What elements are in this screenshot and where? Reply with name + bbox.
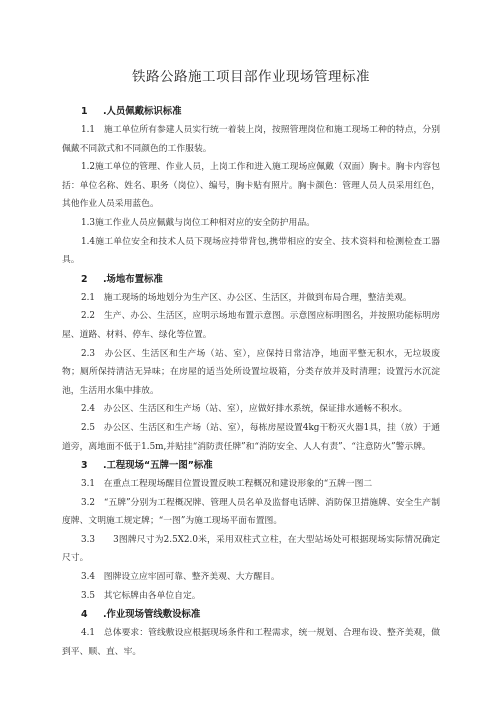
paragraph: 2.3 办公区、生活区和生产场（站、室），应保持日常洁净，地面平整无积水，无垃圾废物；厕所保持清洁无异味；在房屋的适当处所设置垃圾箱，分类存放并及时清理；设置污水沉淀池，生活用水集中排放。 <box>62 348 440 396</box>
paragraph: 3.2 “五牌”分别为工程概况牌、管理人员名单及监督电话牌、消防保卫措施牌、安全生产制度牌、文明施工规定牌；“一图”为施工现场平面布置图。 <box>62 497 440 527</box>
paragraph: 3.3 3图牌尺寸为2.5X2.0米，采用双柱式立柱，在大型站场处可根据现场实际情况确定尺寸。 <box>62 534 440 564</box>
paragraph: 2.2 生产、办公、生活区，应明示场地布置示意图。示意图应标明图名，并按照功能标明房屋、道路、材料、停车、绿化等位置。 <box>62 311 440 340</box>
paragraph: 2.5 办公区、生活区和生产场（站、室），每栋房屋设置4kg干粉灭火器1具，挂（放）于通道旁，离地面不低于1.5m,并贴挂“消防责任牌”和“消防安全、人人有责”、“注意防火”警示牌。 <box>62 422 440 452</box>
paragraph: 4.1 总体要求：管线敷设应根据现场条件和工程需求，统一规划、合理布设、整齐美观，做到平、顺、直、牢。 <box>62 628 440 657</box>
paragraph: 3.1 在重点工程现场醒目位置设置反映工程概况和建设形象的“五牌一图二 <box>81 479 373 490</box>
section-heading-4 <box>62 605 440 624</box>
paragraph: 1.3施工作业人员应佩戴与岗位工种相对应的安全防护用品。 <box>81 217 315 228</box>
page-title: 铁路公路施工项目部作业现场管理标准 <box>132 69 370 85</box>
section-title: .场地布置标准 <box>103 273 163 285</box>
paragraph: 3.5 其它标牌由各单位自定。 <box>81 590 201 601</box>
paragraph: 3.4 图牌设立应牢固可靠、整齐美观、大方醒目。 <box>81 572 280 583</box>
document-body <box>62 102 440 661</box>
paragraph: 2.4 办公区、生活区和生产场（站、室），应做好排水系统，保证排水通畅不积水。 <box>81 404 408 415</box>
section-number: 2 <box>81 273 88 285</box>
paragraph: 1.1 施工单位所有参建人员实行统一着装上岗，按照管理岗位和施工现场工种的特点，分别佩戴不同款式和不同颜色的工作服装。 <box>62 125 440 154</box>
section-number: 3 <box>81 460 88 472</box>
section-number: 1 <box>81 106 88 117</box>
paragraph: 1.4施工单位安全和技术人员下现场应持带背包,携带相应的安全、技术资料和检测检查工器具。 <box>62 236 440 266</box>
paragraph: 2.1 施工现场的场地划分为生产区、办公区、生活区，并做到布局合理，整洁美观。 <box>81 292 412 303</box>
section-heading-1 <box>62 102 440 121</box>
document-page <box>62 0 440 661</box>
section-title: .工程现场“五牌一图”标准 <box>103 460 213 472</box>
section-heading-3 <box>62 456 440 475</box>
section-title: .作业现场管线敷设标准 <box>103 609 201 621</box>
section-number: 4 <box>81 609 88 621</box>
paragraph: 1.2施工单位的管理、作业人员，上岗工作和进入施工现场应佩戴（双面）胸卡。胸卡内容包括：单位名称、姓名、职务（岗位）、编号，胸卡贴有照片。胸卡颜色：管理人员人员采用红色，其他作业人员采用蓝色。 <box>62 162 440 210</box>
section-heading-2 <box>62 270 440 289</box>
section-title: .人员佩戴标识标准 <box>103 106 182 117</box>
